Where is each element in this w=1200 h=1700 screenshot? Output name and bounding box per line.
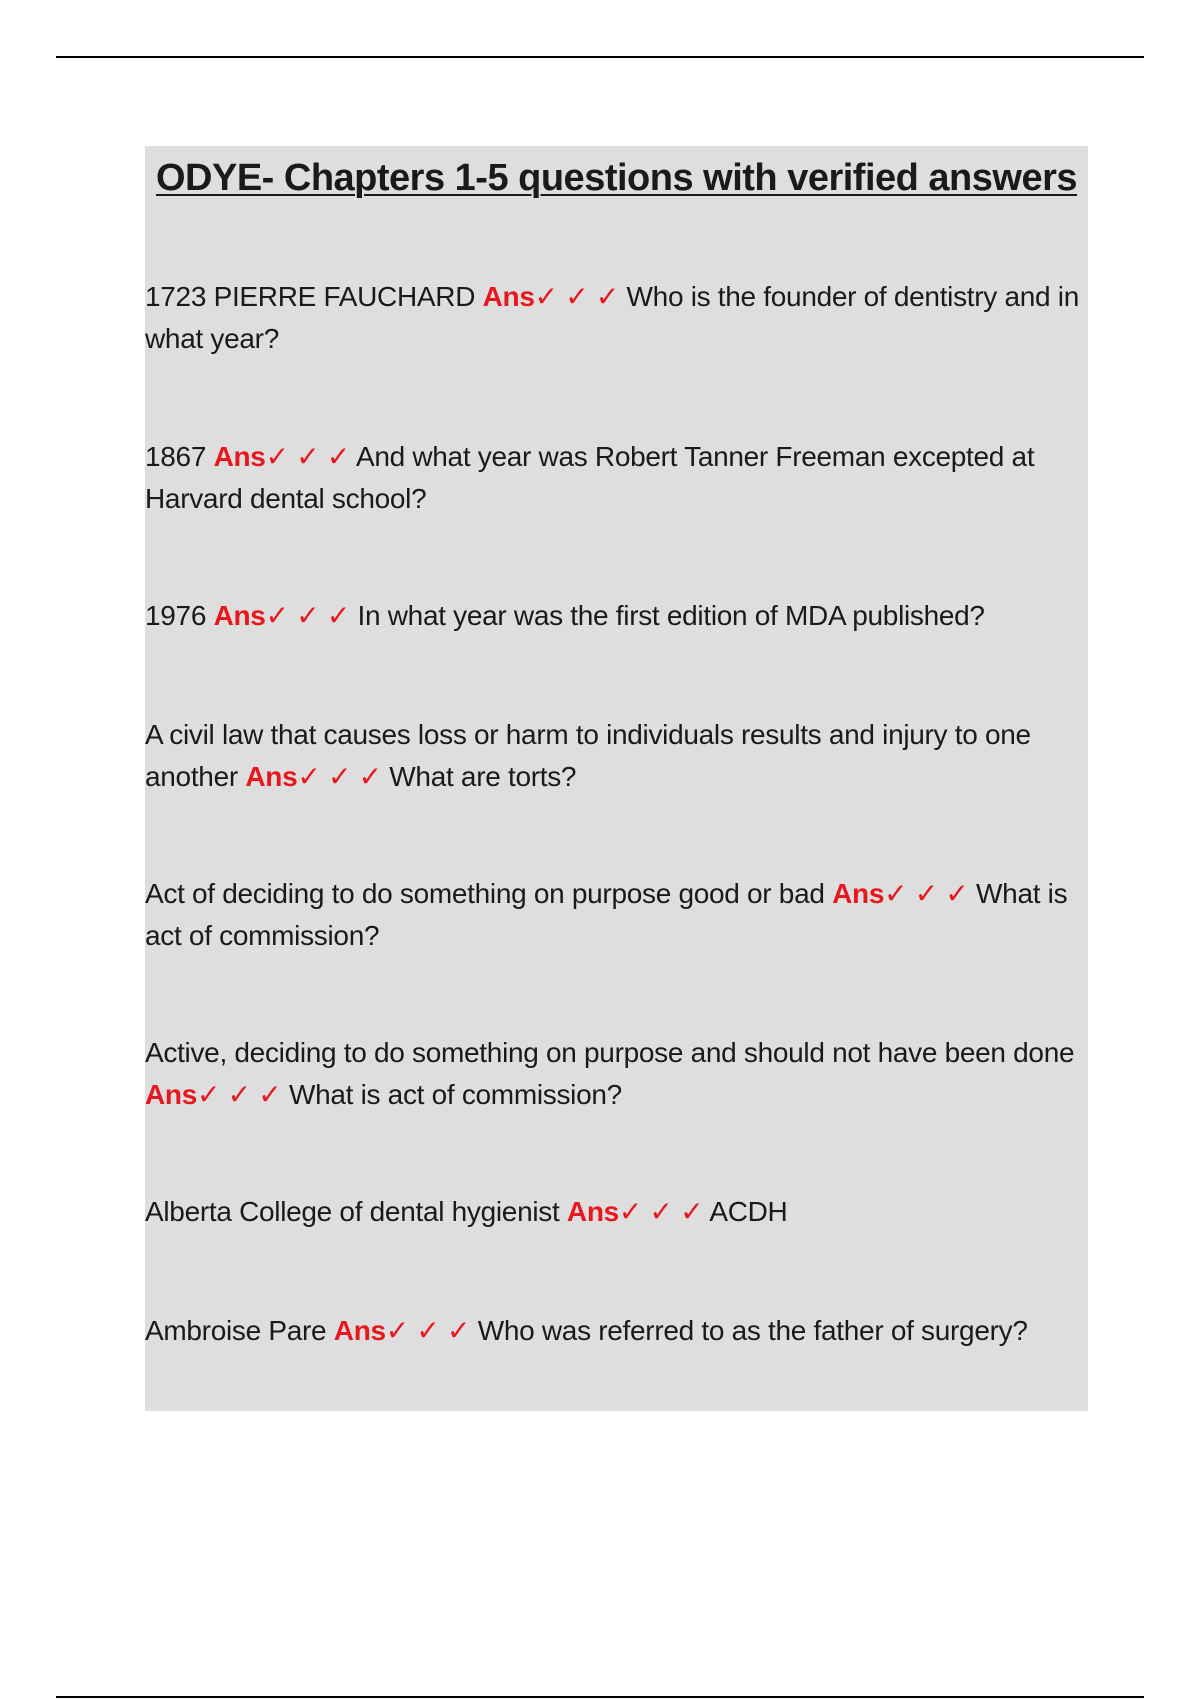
- qa-item: [145, 873, 1088, 957]
- qa-question: What is act of commission?: [288, 1079, 622, 1110]
- qa-question: What are torts?: [389, 761, 577, 792]
- qa-term: Active, deciding to do something on purpose and should not have been done: [145, 1037, 1075, 1068]
- check-marks: ✓ ✓ ✓: [197, 1079, 282, 1110]
- header-rule: [56, 56, 1144, 58]
- qa-item: [145, 276, 1088, 360]
- document-title: ODYE- Chapters 1-5 questions with verified answers: [155, 157, 1078, 199]
- check-marks: ✓ ✓ ✓: [265, 441, 351, 472]
- answer-marker: Ans: [213, 600, 266, 631]
- check-marks: ✓ ✓ ✓: [534, 281, 620, 312]
- qa-term: Ambroise Pare: [145, 1315, 327, 1346]
- check-marks: ✓ ✓ ✓: [297, 761, 382, 792]
- qa-term: A civil law that causes loss or harm to individuals results and injury to one another: [145, 719, 1031, 792]
- answer-marker: Ans: [832, 878, 885, 909]
- answer-marker: Ans: [213, 441, 266, 472]
- qa-term: Alberta College of dental hygienist: [145, 1196, 560, 1227]
- qa-question: In what year was the first edition of MDA published?: [357, 600, 985, 631]
- answer-marker: Ans: [145, 1079, 197, 1110]
- answer-marker: Ans: [245, 761, 298, 792]
- footer-rule: [56, 1696, 1144, 1698]
- qa-item: [145, 714, 1088, 798]
- qa-question: Who was referred to as the father of surgery?: [477, 1315, 1028, 1346]
- qa-term: 1976: [145, 600, 207, 631]
- qa-question: ACDH: [709, 1196, 788, 1227]
- content-panel: [145, 146, 1088, 1411]
- answer-marker: Ans: [333, 1315, 386, 1346]
- check-marks: ✓ ✓ ✓: [618, 1196, 704, 1227]
- qa-question: Who is the founder of dentistry and in what year?: [145, 281, 1079, 354]
- qa-question: And what year was Robert Tanner Freeman excepted at Harvard dental school?: [145, 441, 1035, 514]
- check-marks: ✓ ✓ ✓: [385, 1315, 471, 1346]
- qa-term: 1867: [145, 441, 207, 472]
- qa-item: [145, 595, 1088, 637]
- answer-marker: Ans: [482, 281, 535, 312]
- qa-term: Act of deciding to do something on purpose good or bad: [145, 878, 825, 909]
- answer-marker: Ans: [566, 1196, 619, 1227]
- qa-item: [145, 1191, 1088, 1233]
- qa-item: [145, 1310, 1088, 1352]
- qa-term: 1723 PIERRE FAUCHARD: [145, 281, 476, 312]
- qa-question: What is act of commission?: [145, 878, 1068, 951]
- check-marks: ✓ ✓ ✓: [884, 878, 969, 909]
- qa-item: [145, 436, 1088, 520]
- qa-item: [145, 1032, 1088, 1116]
- check-marks: ✓ ✓ ✓: [265, 600, 351, 631]
